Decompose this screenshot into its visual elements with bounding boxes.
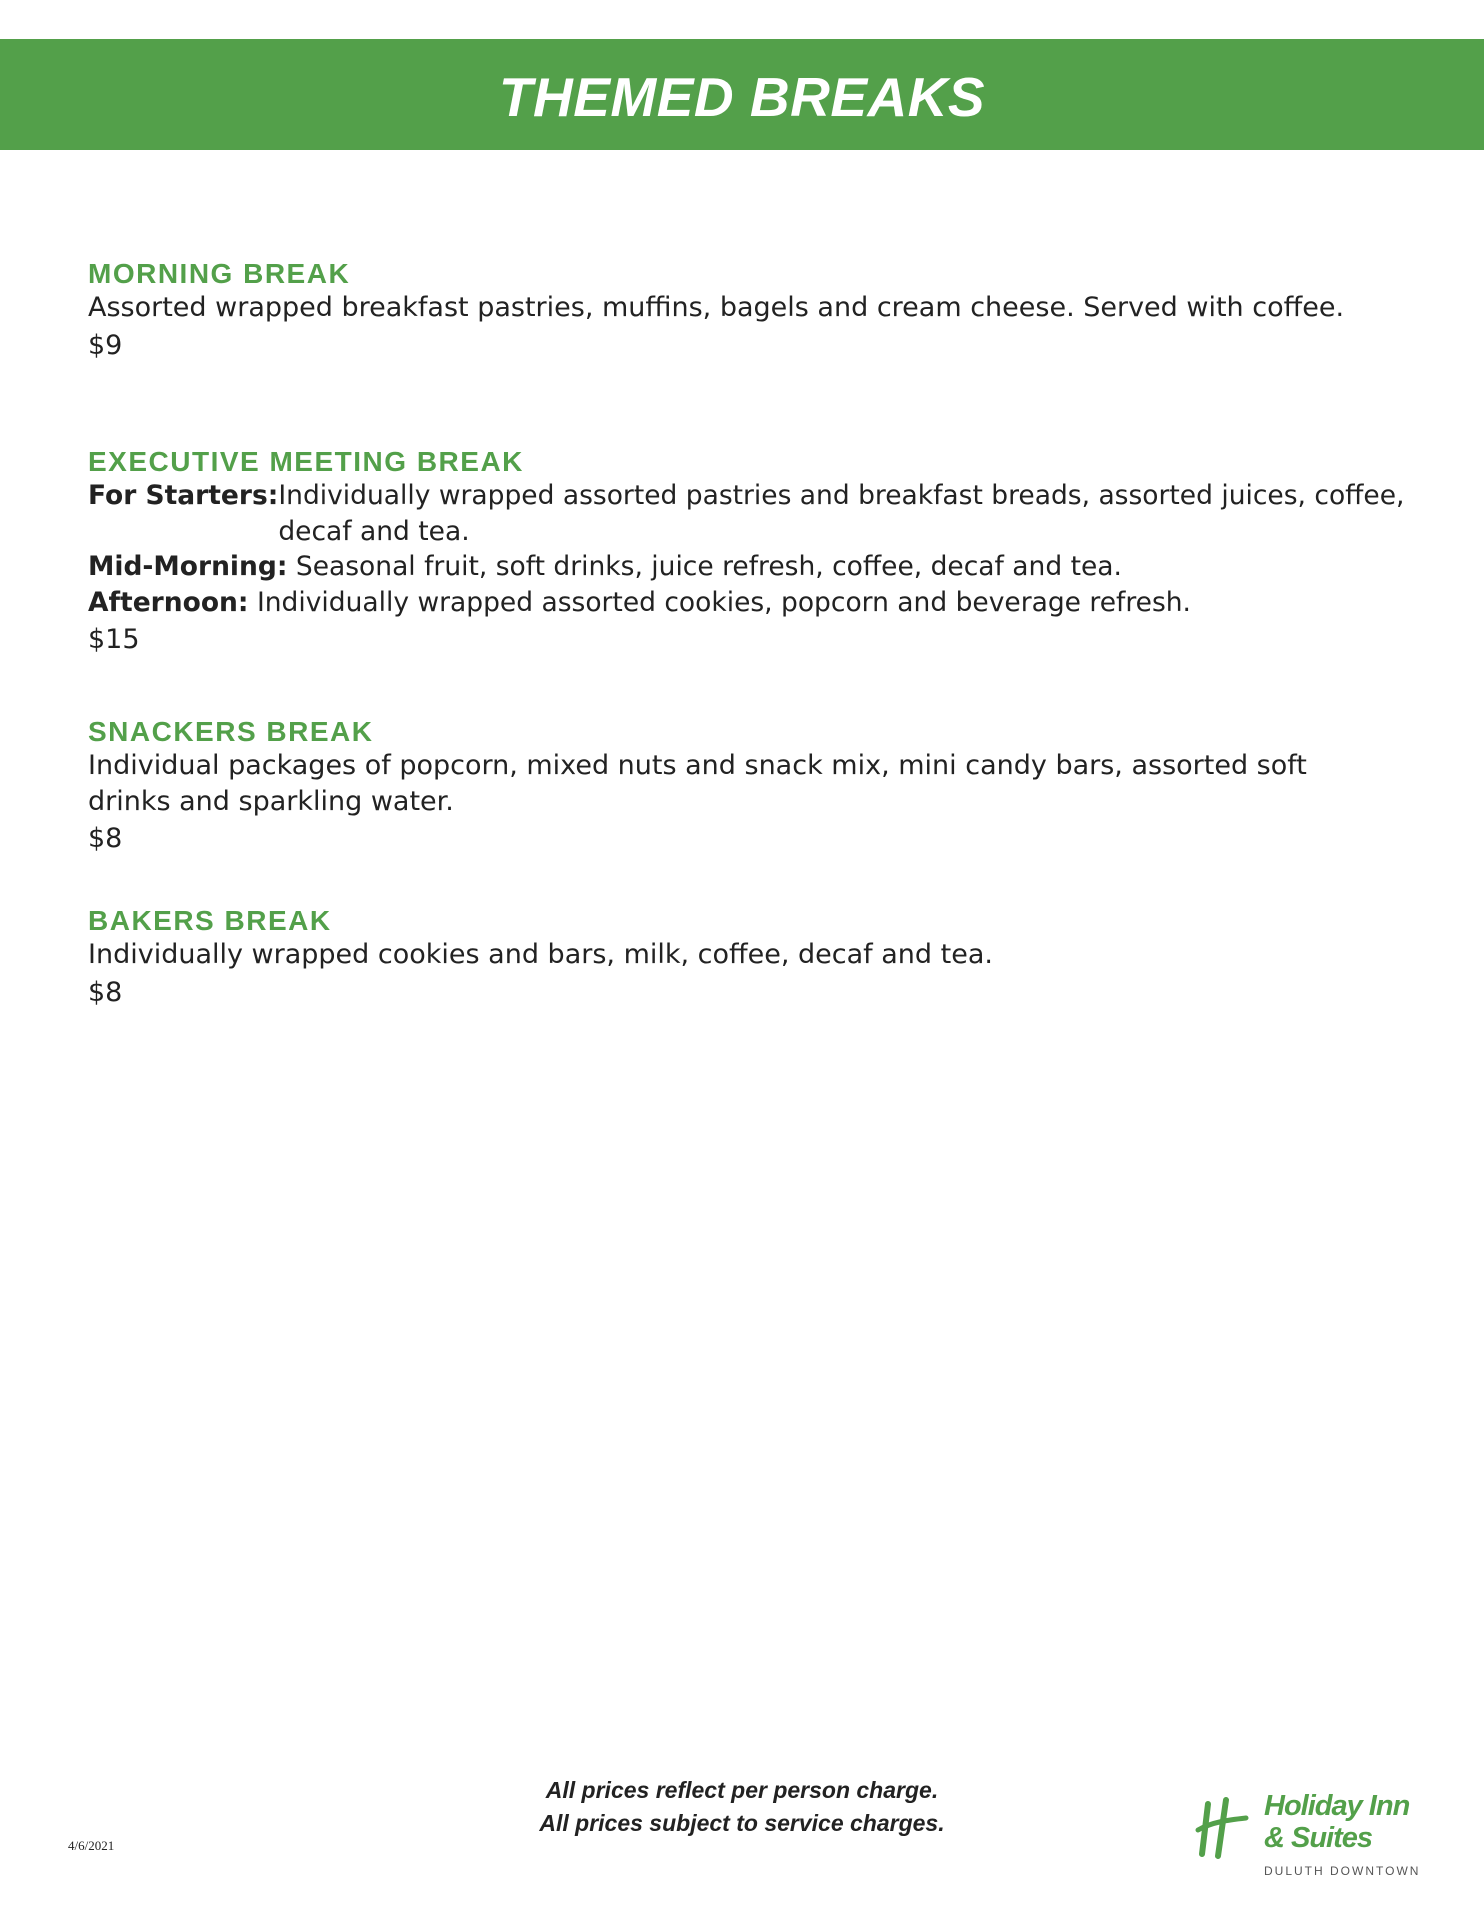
section-title: EXECUTIVE MEETING BREAK bbox=[88, 446, 524, 477]
break-item-text: Individually wrapped assorted pastries and breakfast breads, assorted juices, coffee, decaf and tea. bbox=[278, 480, 1405, 547]
section-price: $9 bbox=[88, 329, 123, 361]
menu-content bbox=[88, 258, 1408, 1012]
break-item-text: Seasonal fruit, soft drinks, juice refresh, coffee, decaf and tea. bbox=[295, 551, 1122, 582]
section-price: $8 bbox=[88, 976, 123, 1008]
section-title: SNACKERS BREAK bbox=[88, 716, 374, 747]
break-item-label: For Starters: bbox=[88, 480, 279, 511]
section-price: $15 bbox=[88, 624, 140, 655]
page-title: THEMED BREAKS bbox=[498, 65, 986, 128]
document-date: 4/6/2021 bbox=[68, 1838, 115, 1853]
section-description: Individual packages of popcorn, mixed nuts and snack mix, mini candy bars, assorted soft drinks and sparkling water. bbox=[88, 750, 1307, 817]
logo-location: DULUTH DOWNTOWN bbox=[1264, 1864, 1421, 1878]
break-item-label: Afternoon: bbox=[88, 586, 249, 618]
break-item-afternoon bbox=[88, 585, 1408, 621]
section-title: MORNING BREAK bbox=[88, 258, 351, 289]
pricing-note bbox=[440, 1774, 1044, 1840]
break-item-text: Individually wrapped assorted cookies, popcorn and beverage refresh. bbox=[256, 586, 1191, 618]
pricing-note-line-2: All prices subject to service charges. bbox=[539, 1810, 945, 1836]
section-morning-break bbox=[88, 258, 1408, 446]
section-price: $8 bbox=[88, 823, 123, 854]
break-item-mid-morning bbox=[88, 549, 1408, 585]
holiday-inn-logo bbox=[1194, 1790, 1434, 1880]
section-description: Individually wrapped cookies and bars, milk, coffee, decaf and tea. bbox=[88, 939, 993, 970]
section-bakers-break bbox=[88, 905, 1408, 1012]
logo-brand-line-2: & Suites bbox=[1264, 1822, 1373, 1854]
section-description: Assorted wrapped breakfast pastries, muffins, bagels and cream cheese. Served with coffee. bbox=[88, 292, 1345, 323]
break-item-for-starters bbox=[88, 478, 1408, 549]
holiday-inn-h-icon bbox=[1194, 1796, 1250, 1860]
break-item-label: Mid-Morning: bbox=[88, 551, 288, 582]
pricing-note-line-1: All prices reflect per person charge. bbox=[545, 1777, 939, 1803]
section-executive-meeting-break bbox=[88, 446, 1408, 716]
logo-brand-line-1: Holiday Inn bbox=[1264, 1790, 1410, 1822]
section-snackers-break bbox=[88, 716, 1408, 905]
header-banner bbox=[0, 39, 1484, 150]
section-title: BAKERS BREAK bbox=[88, 905, 332, 936]
